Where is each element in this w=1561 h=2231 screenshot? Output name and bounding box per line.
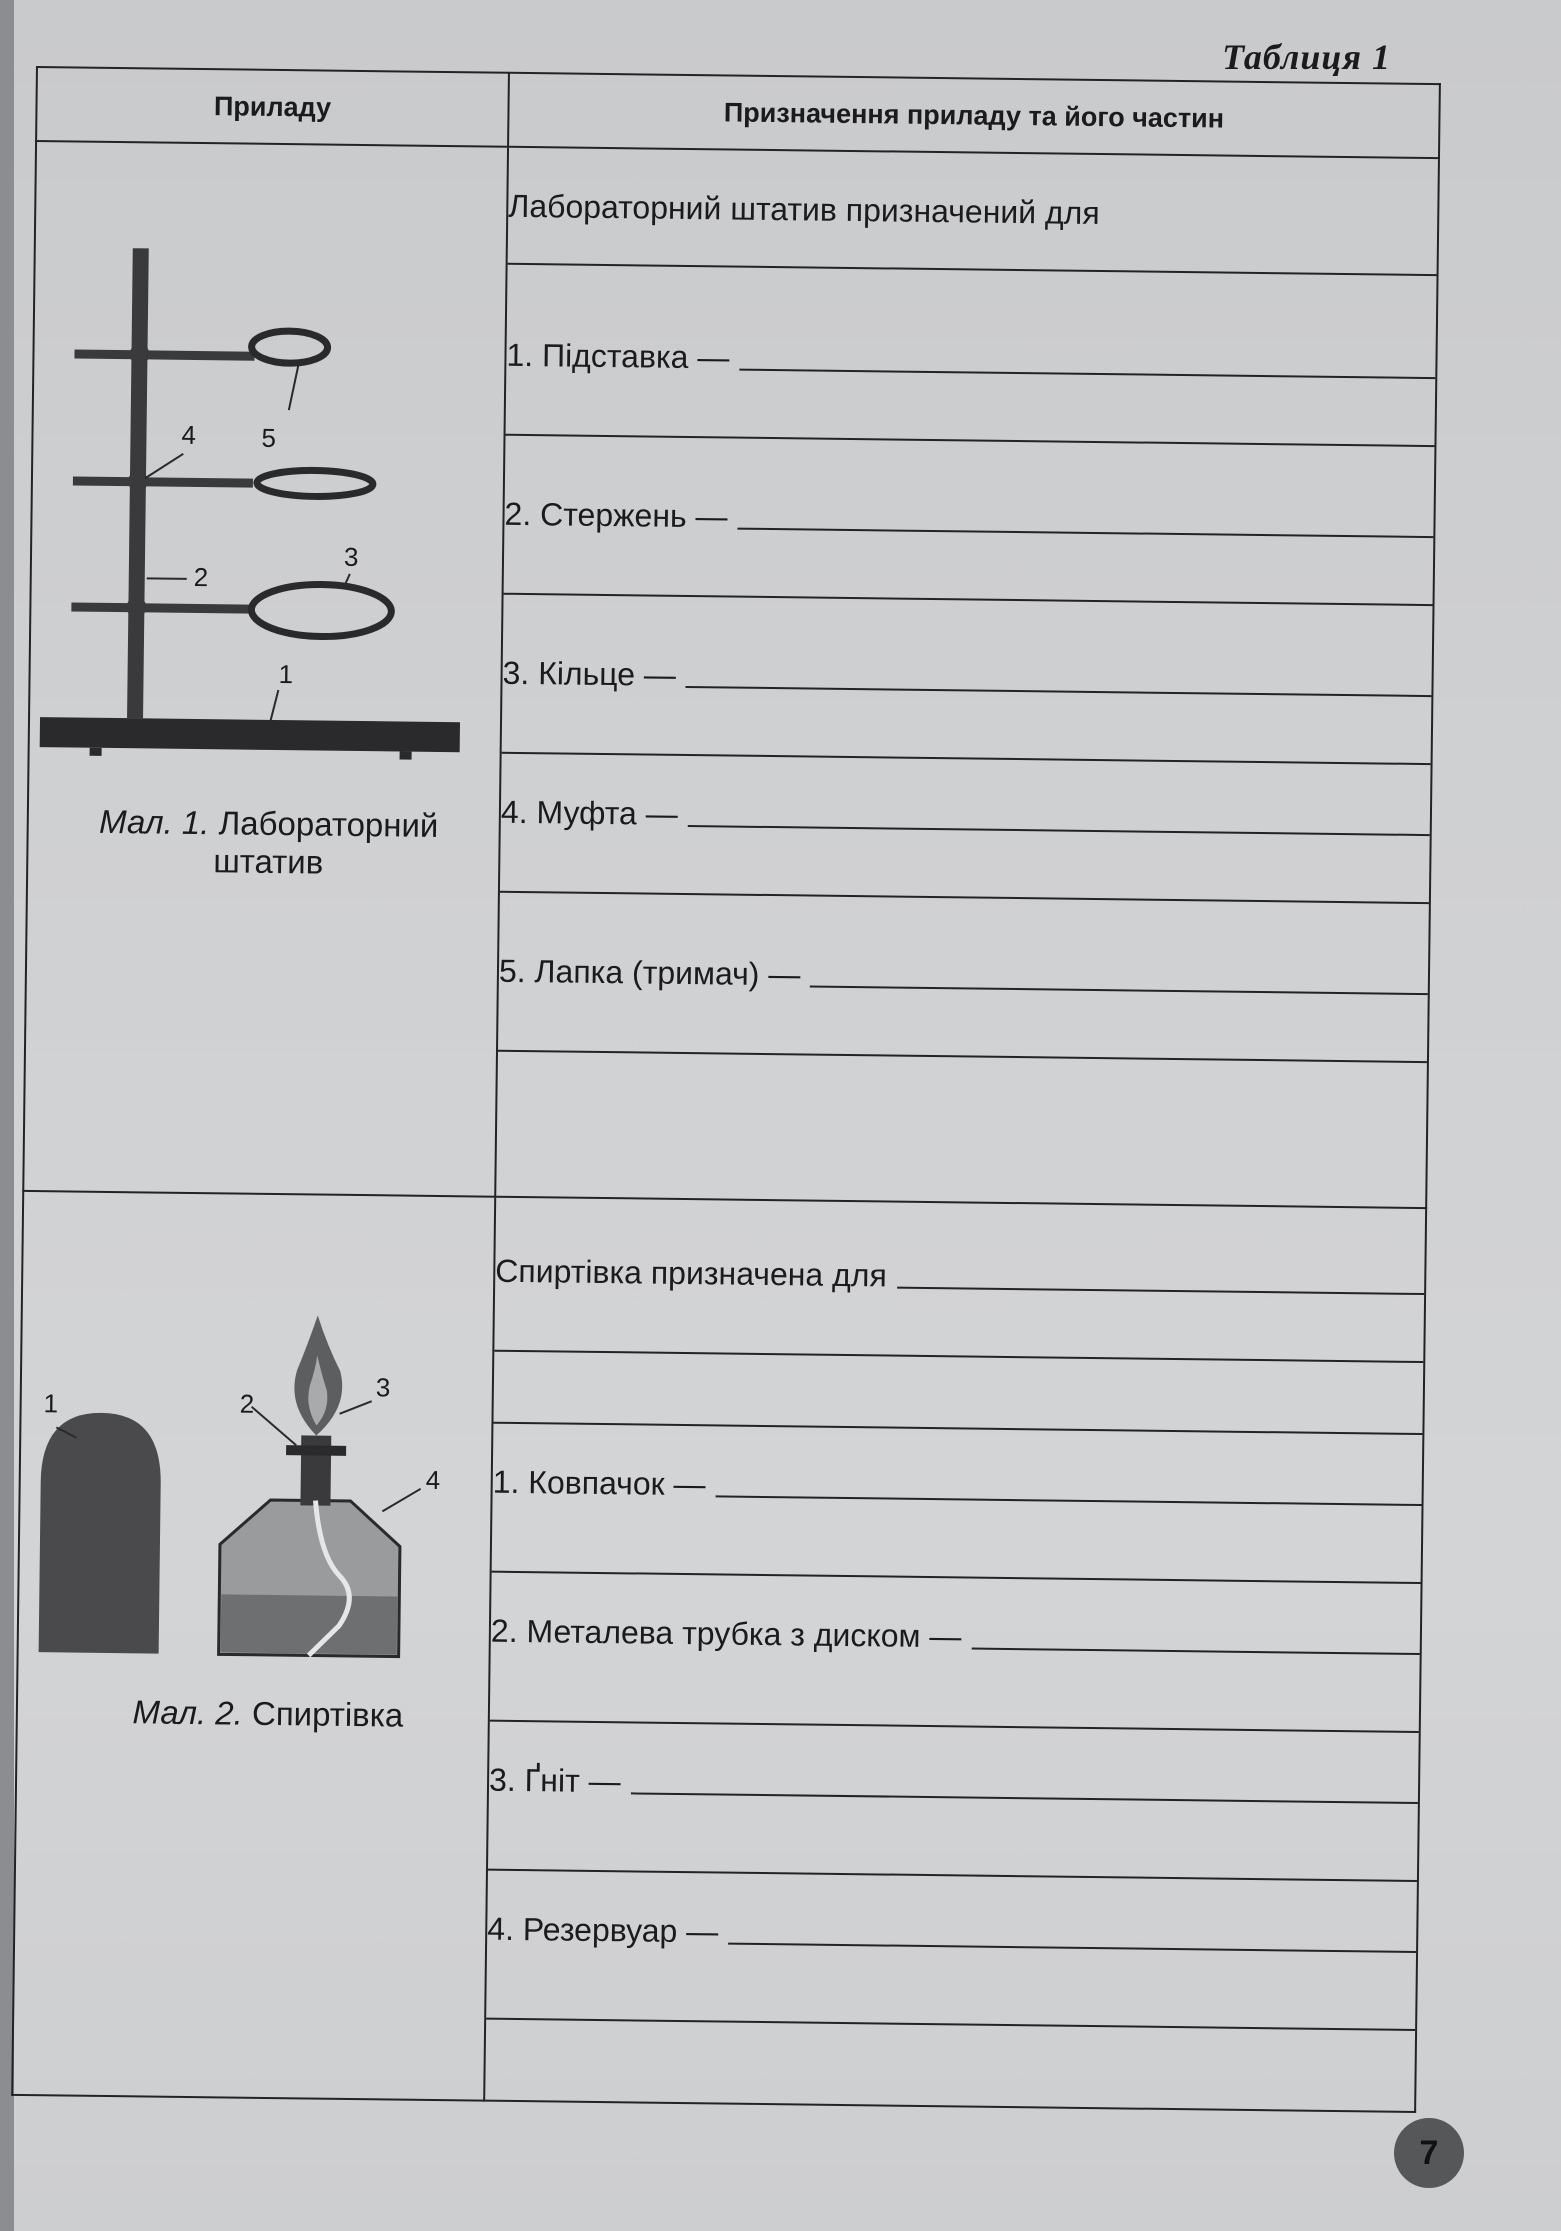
lamp-purpose-text: Спиртівка призначена для: [495, 1252, 888, 1294]
answer-line[interactable]: [504, 593, 1433, 606]
answer-line[interactable]: [630, 1792, 1417, 1804]
stand-part-label: 2. Стержень —: [504, 495, 728, 535]
lamp-part-label: 3. Ґніт —: [488, 1761, 621, 1800]
lamp-figure-cell: [12, 1191, 495, 2101]
answer-line[interactable]: [498, 1050, 1427, 1063]
answer-line[interactable]: [486, 2018, 1415, 2031]
lab-stand-illustration: [29, 232, 506, 798]
page-number-badge: 7: [1394, 2118, 1464, 2188]
lamp-part-cap: [493, 1464, 1422, 1512]
stand-figure-cell: [23, 141, 508, 1197]
stand-part-clamp: [499, 953, 1428, 1001]
answer-line[interactable]: [739, 369, 1435, 380]
table-row-stand: [23, 141, 1439, 1208]
answer-line[interactable]: [686, 686, 1432, 697]
answer-line[interactable]: [494, 1350, 1423, 1363]
answer-line[interactable]: [500, 891, 1429, 904]
stand-part-rod: [504, 496, 1433, 544]
answer-line[interactable]: [508, 263, 1437, 276]
lamp-caption-prefix: Мал. 2.: [132, 1693, 244, 1732]
stand-caption-line1: Лабораторний: [218, 804, 439, 844]
table-row-lamp: [12, 1191, 1426, 2112]
table-caption: Таблиця 1: [1222, 37, 1391, 77]
lamp-part-tube: [491, 1613, 1420, 1661]
lamp-caption-text: Спиртівка: [251, 1694, 404, 1734]
lamp-part-label: 4. Резервуар —: [487, 1910, 719, 1950]
answer-line[interactable]: [688, 825, 1430, 836]
stand-number-3: 3: [343, 541, 359, 572]
answer-line[interactable]: [810, 986, 1428, 996]
answer-line[interactable]: [488, 1869, 1417, 1882]
workbook-page: [14, 0, 1561, 2231]
header-purpose: Призначення приладу та його частин: [508, 73, 1440, 158]
lamp-purpose-cell: [484, 1197, 1426, 2112]
stand-part-muff: [501, 794, 1430, 842]
lamp-figure-caption: [78, 1693, 458, 1736]
lamp-number-3: 3: [375, 1372, 391, 1403]
lamp-part-wick: [489, 1762, 1418, 1810]
lamp-part-label: 2. Металева трубка з диском —: [490, 1612, 962, 1655]
stand-purpose-text: Лабораторний штатив призначений для: [508, 187, 1100, 232]
header-device: Приладу: [36, 67, 509, 147]
spirit-lamp-illustration: [19, 1292, 493, 1668]
lamp-number-2: 2: [239, 1388, 255, 1419]
answer-line[interactable]: [492, 1571, 1421, 1584]
stand-number-2: 2: [193, 561, 209, 593]
stand-part-label: 4. Муфта —: [500, 793, 678, 832]
answer-line[interactable]: [502, 752, 1431, 765]
answer-line[interactable]: [493, 1422, 1422, 1435]
answer-line[interactable]: [971, 1648, 1419, 1655]
answer-line[interactable]: [490, 1720, 1419, 1733]
answer-line[interactable]: [715, 1495, 1421, 1506]
devices-table: [11, 66, 1441, 2113]
stand-figure-caption: [48, 802, 489, 883]
answer-line[interactable]: [897, 1287, 1424, 1295]
stand-caption-line2: штатив: [213, 842, 324, 881]
stand-caption-prefix: Мал. 1.: [98, 802, 210, 842]
lamp-part-reservoir: [487, 1911, 1416, 1959]
stand-part-base: [506, 337, 1435, 385]
lamp-number-4: 4: [425, 1464, 441, 1496]
stand-part-label: 3. Кільце —: [502, 654, 677, 693]
answer-line[interactable]: [737, 528, 1433, 539]
stand-part-ring: [502, 655, 1431, 703]
lamp-number-1: 1: [43, 1388, 59, 1419]
stand-purpose-cell: [495, 147, 1439, 1208]
stand-number-1: 1: [278, 659, 294, 690]
lamp-purpose-line: [495, 1253, 1424, 1301]
lamp-part-label: 1. Ковпачок —: [492, 1463, 706, 1503]
answer-line[interactable]: [506, 434, 1435, 447]
stand-part-label: 5. Лапка (тримач) —: [498, 952, 801, 993]
stand-part-label: 1. Підставка —: [506, 336, 730, 376]
answer-line[interactable]: [728, 1943, 1416, 1953]
stand-number-4: 4: [181, 419, 197, 450]
stand-number-5: 5: [261, 422, 277, 453]
